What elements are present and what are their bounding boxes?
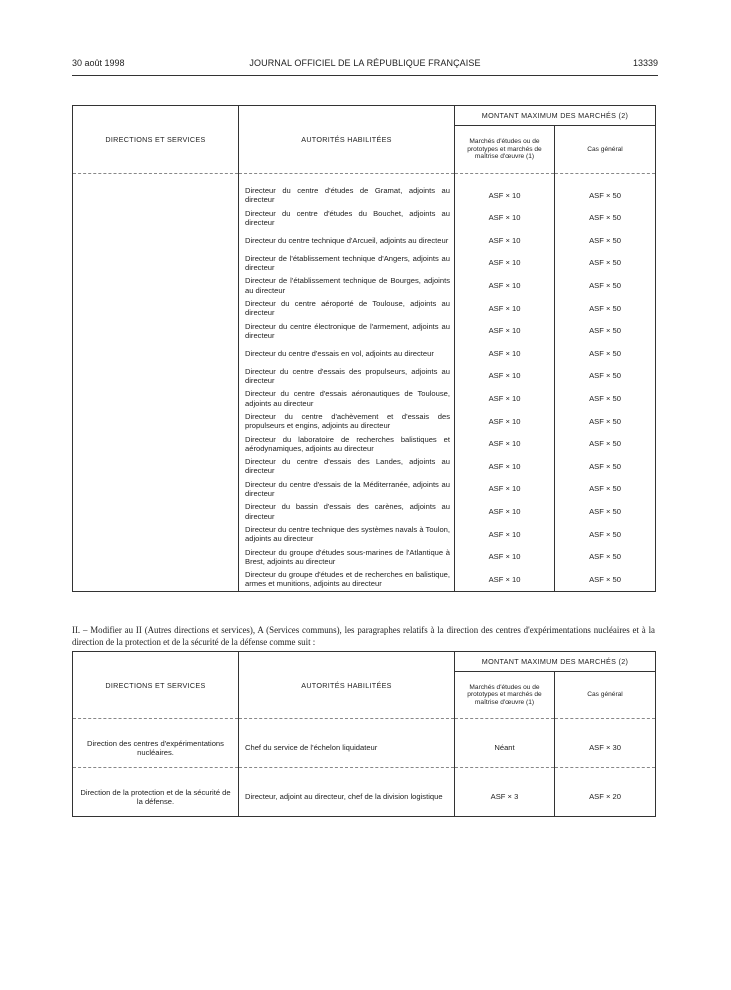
autorite-cell: Directeur du centre d'études du Bouchet, adjoints au directeur xyxy=(239,207,455,230)
direction-cell xyxy=(73,410,239,433)
modification-note: II. – Modifier au II (Autres directions et services), A (Services communs), les paragraphes relatifs à la direction des centres d'expérimentations nucléaires et à la direction de la protection et de la sécurité de la défense comme suit : xyxy=(72,624,655,647)
general-value: ASF × 50 xyxy=(555,184,656,207)
autorite-cell: Directeur du centre d'études de Gramat, adjoints au directeur xyxy=(239,184,455,207)
autorite-cell: Directeur du centre technique des systèmes navals à Toulon, adjoints au directeur xyxy=(239,523,455,546)
table-row xyxy=(73,274,656,297)
table-row xyxy=(73,342,656,365)
general-value: ASF × 50 xyxy=(555,546,656,569)
general-value: ASF × 50 xyxy=(555,523,656,546)
general-value: ASF × 50 xyxy=(555,568,656,591)
general-value: ASF × 50 xyxy=(555,387,656,410)
general-value: ASF × 50 xyxy=(555,229,656,252)
etudes-value: ASF × 10 xyxy=(455,500,555,523)
direction-cell xyxy=(73,252,239,275)
table2-body xyxy=(73,719,656,817)
table1-body xyxy=(73,184,656,591)
col-header-etudes: Marchés d'études ou de prototypes et marchés de maîtrise d'œuvre (1) xyxy=(455,672,555,719)
direction-cell xyxy=(73,568,239,591)
etudes-value: ASF × 10 xyxy=(455,320,555,343)
autorite-cell: Directeur du centre d'essais des Landes, adjoints au directeur xyxy=(239,455,455,478)
etudes-value: ASF × 10 xyxy=(455,523,555,546)
header-rule xyxy=(72,75,658,76)
col-header-montant: MONTANT MAXIMUM DES MARCHÉS (2) xyxy=(455,106,656,126)
autorite-cell: Directeur de l'établissement technique de Bourges, adjoints au directeur xyxy=(239,274,455,297)
autorite-cell: Directeur du centre d'essais de la Méditerranée, adjoints au directeur xyxy=(239,478,455,501)
general-value: ASF × 30 xyxy=(555,729,656,768)
autorite-cell: Directeur du centre technique d'Arcueil, adjoints au directeur xyxy=(239,229,455,252)
autorite-cell: Directeur du centre électronique de l'armement, adjoints au directeur xyxy=(239,320,455,343)
authorities-table-1 xyxy=(72,105,656,592)
table-row xyxy=(73,365,656,388)
table-row xyxy=(73,500,656,523)
etudes-value: ASF × 10 xyxy=(455,387,555,410)
etudes-value: ASF × 10 xyxy=(455,342,555,365)
table-row xyxy=(73,433,656,456)
general-value: ASF × 50 xyxy=(555,500,656,523)
general-value: ASF × 50 xyxy=(555,207,656,230)
table-row xyxy=(73,729,656,768)
autorite-cell: Directeur du centre d'essais aéronautiques de Toulouse, adjoints au directeur xyxy=(239,387,455,410)
table-row xyxy=(73,184,656,207)
direction-cell xyxy=(73,387,239,410)
direction-cell xyxy=(73,229,239,252)
autorite-cell: Directeur du centre d'essais des propulseurs, adjoints au directeur xyxy=(239,365,455,388)
etudes-value: Néant xyxy=(455,729,555,768)
autorite-cell: Directeur du groupe d'études et de recherches en balistique, armes et munitions, adjoints au directeur xyxy=(239,568,455,591)
col-header-general: Cas général xyxy=(555,126,656,174)
col-header-directions: DIRECTIONS ET SERVICES xyxy=(105,135,206,144)
page-header xyxy=(72,56,658,70)
etudes-value: ASF × 10 xyxy=(455,365,555,388)
col-header-autorites: AUTORITÉS HABILITÉES xyxy=(239,652,455,719)
table-row xyxy=(73,568,656,591)
etudes-value: ASF × 10 xyxy=(455,297,555,320)
direction-cell xyxy=(73,546,239,569)
table-row xyxy=(73,252,656,275)
general-value: ASF × 50 xyxy=(555,320,656,343)
etudes-value: ASF × 10 xyxy=(455,410,555,433)
etudes-value: ASF × 10 xyxy=(455,455,555,478)
autorite-cell: Directeur de l'établissement technique d'Angers, adjoints au directeur xyxy=(239,252,455,275)
etudes-value: ASF × 10 xyxy=(455,568,555,591)
autorite-cell: Directeur du centre d'essais en vol, adjoints au directeur xyxy=(239,342,455,365)
general-value: ASF × 50 xyxy=(555,342,656,365)
autorite-cell: Directeur du bassin d'essais des carènes, adjoints au directeur xyxy=(239,500,455,523)
autorite-cell: Chef du service de l'échelon liquidateur xyxy=(239,729,455,768)
direction-cell xyxy=(73,297,239,320)
table-row xyxy=(73,207,656,230)
table-row xyxy=(73,478,656,501)
col-header-etudes: Marchés d'études ou de prototypes et marchés de maîtrise d'œuvre (1) xyxy=(455,126,555,174)
direction-cell xyxy=(73,207,239,230)
col-header-autorites: AUTORITÉS HABILITÉES xyxy=(239,106,455,174)
etudes-value: ASF × 10 xyxy=(455,229,555,252)
general-value: ASF × 50 xyxy=(555,297,656,320)
direction-cell xyxy=(73,342,239,365)
col-header-montant: MONTANT MAXIMUM DES MARCHÉS (2) xyxy=(455,652,656,672)
direction-cell xyxy=(73,274,239,297)
page-number: 13339 xyxy=(632,58,658,68)
table-row xyxy=(73,778,656,817)
direction-cell xyxy=(73,320,239,343)
autorite-cell: Directeur, adjoint au directeur, chef de la division logistique xyxy=(239,778,455,817)
header-date: 30 août 1998 xyxy=(72,58,125,68)
direction-cell: Direction des centres d'expérimentations nucléaires. xyxy=(87,738,224,757)
general-value: ASF × 50 xyxy=(555,365,656,388)
etudes-value: ASF × 10 xyxy=(455,184,555,207)
direction-cell xyxy=(73,523,239,546)
etudes-value: ASF × 10 xyxy=(455,478,555,501)
table-row xyxy=(73,546,656,569)
table-row xyxy=(73,523,656,546)
journal-title: JOURNAL OFFICIEL DE LA RÉPUBLIQUE FRANÇAISE xyxy=(249,58,481,68)
col-header-general: Cas général xyxy=(555,672,656,719)
direction-cell: Direction de la protection et de la sécurité de la défense. xyxy=(80,787,231,806)
etudes-value: ASF × 10 xyxy=(455,274,555,297)
autorite-cell: Directeur du centre aéroporté de Toulouse, adjoints au directeur xyxy=(239,297,455,320)
etudes-value: ASF × 10 xyxy=(455,207,555,230)
direction-cell xyxy=(73,455,239,478)
autorite-cell: Directeur du centre d'achèvement et d'essais des propulseurs et engins, adjoints au directeur xyxy=(239,410,455,433)
direction-cell xyxy=(73,433,239,456)
general-value: ASF × 50 xyxy=(555,274,656,297)
table-row xyxy=(73,455,656,478)
autorite-cell: Directeur du groupe d'études sous-marines de l'Atlantique à Brest, adjoints au directeur xyxy=(239,546,455,569)
etudes-value: ASF × 10 xyxy=(455,252,555,275)
etudes-value: ASF × 10 xyxy=(455,433,555,456)
etudes-value: ASF × 10 xyxy=(455,546,555,569)
general-value: ASF × 50 xyxy=(555,433,656,456)
general-value: ASF × 50 xyxy=(555,455,656,478)
general-value: ASF × 50 xyxy=(555,478,656,501)
table-row xyxy=(73,297,656,320)
direction-cell xyxy=(73,500,239,523)
table-row xyxy=(73,229,656,252)
col-header-directions: DIRECTIONS ET SERVICES xyxy=(105,680,206,690)
direction-cell xyxy=(73,365,239,388)
etudes-value: ASF × 3 xyxy=(455,778,555,817)
direction-cell xyxy=(73,184,239,207)
authorities-table-2 xyxy=(72,651,656,817)
table-row xyxy=(73,387,656,410)
general-value: ASF × 50 xyxy=(555,252,656,275)
general-value: ASF × 20 xyxy=(555,778,656,817)
autorite-cell: Directeur du laboratoire de recherches balistiques et aérodynamiques, adjoints au directeur xyxy=(239,433,455,456)
general-value: ASF × 50 xyxy=(555,410,656,433)
table-row xyxy=(73,320,656,343)
table-row xyxy=(73,410,656,433)
direction-cell xyxy=(73,478,239,501)
